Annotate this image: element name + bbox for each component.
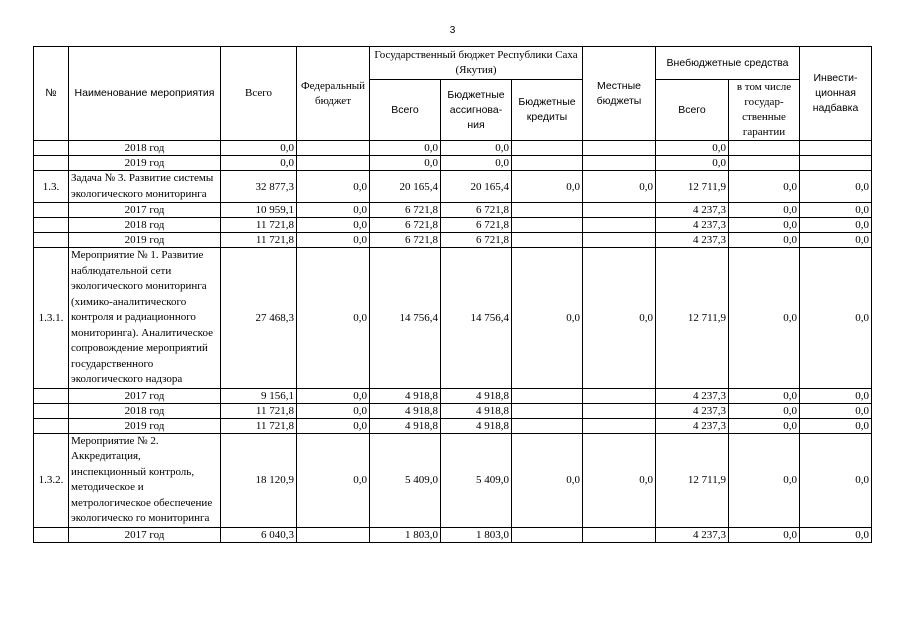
table-row-year [34,388,872,403]
cell-state-credit [512,203,583,218]
cell-state-credit [512,233,583,248]
cell-extra-guarantee: 0,0 [729,171,800,203]
cell-state-total: 20 165,4 [370,171,441,203]
row-code: 1.3.2. [34,433,69,527]
row-name: 2019 год [69,418,221,433]
cell-invest: 0,0 [800,433,872,527]
cell-state-total: 14 756,4 [370,248,441,389]
table-row-year [34,418,872,433]
header-state-credit: Бюджетные кредиты [512,80,583,141]
cell-state-total: 5 409,0 [370,433,441,527]
table-row-year [34,218,872,233]
table-row-year [34,141,872,156]
cell-local [583,218,656,233]
cell-invest: 0,0 [800,233,872,248]
cell-extra-guarantee: 0,0 [729,403,800,418]
cell-state-total: 6 721,8 [370,218,441,233]
row-name: 2019 год [69,233,221,248]
row-code [34,218,69,233]
cell-state-total: 6 721,8 [370,203,441,218]
cell-extra-guarantee: 0,0 [729,218,800,233]
cell-state-credit [512,141,583,156]
cell-total: 0,0 [221,141,297,156]
cell-state-alloc: 4 918,8 [441,403,512,418]
cell-total: 0,0 [221,156,297,171]
row-name: 2019 год [69,156,221,171]
cell-state-total: 1 803,0 [370,527,441,542]
cell-federal: 0,0 [297,233,370,248]
row-code [34,156,69,171]
cell-extra-total: 0,0 [656,141,729,156]
cell-federal: 0,0 [297,418,370,433]
cell-extra-total: 4 237,3 [656,218,729,233]
cell-extra-guarantee: 0,0 [729,527,800,542]
cell-state-alloc: 0,0 [441,156,512,171]
row-name: 2017 год [69,203,221,218]
cell-total: 18 120,9 [221,433,297,527]
cell-invest: 0,0 [800,218,872,233]
row-name: 2018 год [69,218,221,233]
cell-state-credit: 0,0 [512,171,583,203]
header-extra-total: Всего [656,80,729,141]
cell-state-credit [512,527,583,542]
cell-local [583,156,656,171]
row-name: 2018 год [69,403,221,418]
page-number: 3 [449,25,456,36]
cell-federal: 0,0 [297,171,370,203]
table-row-year [34,156,872,171]
row-name: Задача № 3. Развитие системы экологического мониторинга [69,171,221,203]
cell-invest [800,156,872,171]
row-name: 2018 год [69,141,221,156]
cell-state-alloc: 6 721,8 [441,233,512,248]
cell-extra-guarantee: 0,0 [729,388,800,403]
row-name: 2017 год [69,388,221,403]
cell-local: 0,0 [583,171,656,203]
cell-state-credit [512,418,583,433]
row-code: 1.3. [34,171,69,203]
header-local: Местные бюджеты [583,47,656,141]
table-row-year [34,403,872,418]
cell-invest: 0,0 [800,418,872,433]
cell-extra-guarantee: 0,0 [729,433,800,527]
cell-state-alloc: 6 721,8 [441,203,512,218]
cell-state-total: 6 721,8 [370,233,441,248]
cell-local [583,233,656,248]
cell-federal [297,527,370,542]
cell-invest: 0,0 [800,527,872,542]
cell-local [583,403,656,418]
row-code [34,527,69,542]
table-row-year [34,527,872,542]
cell-state-alloc: 6 721,8 [441,218,512,233]
cell-extra-total: 4 237,3 [656,527,729,542]
table-row-item [34,433,872,527]
cell-extra-total: 4 237,3 [656,403,729,418]
cell-federal: 0,0 [297,218,370,233]
cell-local: 0,0 [583,433,656,527]
cell-extra-total: 4 237,3 [656,233,729,248]
cell-state-credit: 0,0 [512,433,583,527]
header-state-alloc: Бюджетные ассигнова-ния [441,80,512,141]
row-code: 1.3.1. [34,248,69,389]
cell-local [583,141,656,156]
cell-local [583,527,656,542]
cell-state-credit [512,218,583,233]
row-code [34,141,69,156]
cell-state-alloc: 5 409,0 [441,433,512,527]
cell-total: 6 040,3 [221,527,297,542]
cell-state-alloc: 14 756,4 [441,248,512,389]
cell-total: 11 721,8 [221,233,297,248]
header-federal: Федеральный бюджет [297,47,370,141]
cell-total: 11 721,8 [221,218,297,233]
cell-federal: 0,0 [297,248,370,389]
cell-extra-guarantee: 0,0 [729,203,800,218]
cell-extra-guarantee: 0,0 [729,418,800,433]
budget-table [33,46,872,543]
cell-extra-total: 12 711,9 [656,248,729,389]
cell-extra-guarantee [729,156,800,171]
header-num: № [34,47,69,141]
table-row-year [34,203,872,218]
header-total: Всего [221,47,297,141]
cell-extra-total: 12 711,9 [656,171,729,203]
row-code [34,233,69,248]
cell-state-total: 0,0 [370,156,441,171]
cell-state-credit [512,156,583,171]
header-state-budget: Государственный бюджет Республики Саха (Якутия) [370,47,583,80]
cell-state-alloc: 1 803,0 [441,527,512,542]
cell-federal: 0,0 [297,388,370,403]
header-state-total: Всего [370,80,441,141]
table-row-item [34,171,872,203]
row-code [34,418,69,433]
table-row-year [34,233,872,248]
cell-total: 27 468,3 [221,248,297,389]
row-name: Мероприятие № 1. Развитие наблюдательной сети экологического мониторинга (химико-аналитического контроля и радиационного мониторинга). Аналитическое сопровождение мероприятий государственного экологического надзора [69,248,221,389]
cell-state-total: 4 918,8 [370,418,441,433]
cell-local [583,203,656,218]
cell-invest: 0,0 [800,171,872,203]
cell-state-total: 4 918,8 [370,388,441,403]
cell-total: 11 721,8 [221,403,297,418]
cell-federal: 0,0 [297,403,370,418]
cell-state-credit: 0,0 [512,248,583,389]
cell-state-total: 4 918,8 [370,403,441,418]
row-name: Мероприятие № 2. Аккредитация, инспекционный контроль, методическое и метрологическое обеспечение экологическо го мониторинга [69,433,221,527]
cell-local: 0,0 [583,248,656,389]
cell-total: 32 877,3 [221,171,297,203]
cell-invest [800,141,872,156]
cell-federal: 0,0 [297,433,370,527]
cell-invest: 0,0 [800,203,872,218]
cell-state-alloc: 0,0 [441,141,512,156]
cell-total: 9 156,1 [221,388,297,403]
cell-extra-guarantee: 0,0 [729,248,800,389]
row-code [34,403,69,418]
cell-state-credit [512,388,583,403]
table-row-item [34,248,872,389]
cell-invest: 0,0 [800,403,872,418]
cell-total: 11 721,8 [221,418,297,433]
cell-state-alloc: 4 918,8 [441,418,512,433]
cell-state-alloc: 4 918,8 [441,388,512,403]
cell-total: 10 959,1 [221,203,297,218]
cell-extra-total: 4 237,3 [656,388,729,403]
cell-federal [297,141,370,156]
cell-local [583,388,656,403]
cell-invest: 0,0 [800,248,872,389]
cell-invest: 0,0 [800,388,872,403]
cell-federal [297,156,370,171]
cell-extra-guarantee [729,141,800,156]
cell-extra-total: 12 711,9 [656,433,729,527]
cell-extra-total: 0,0 [656,156,729,171]
cell-state-alloc: 20 165,4 [441,171,512,203]
cell-extra-guarantee: 0,0 [729,233,800,248]
header-extra-guarantee: в том числе государ-ственные гарантии [729,80,800,141]
cell-extra-total: 4 237,3 [656,203,729,218]
header-name: Наименование мероприятия [69,47,221,141]
row-name: 2017 год [69,527,221,542]
row-code [34,388,69,403]
cell-extra-total: 4 237,3 [656,418,729,433]
cell-state-total: 0,0 [370,141,441,156]
row-code [34,203,69,218]
cell-federal: 0,0 [297,203,370,218]
header-invest: Инвести-ционная надбавка [800,47,872,141]
cell-state-credit [512,403,583,418]
header-extra-budget: Внебюджетные средства [656,47,800,80]
cell-local [583,418,656,433]
